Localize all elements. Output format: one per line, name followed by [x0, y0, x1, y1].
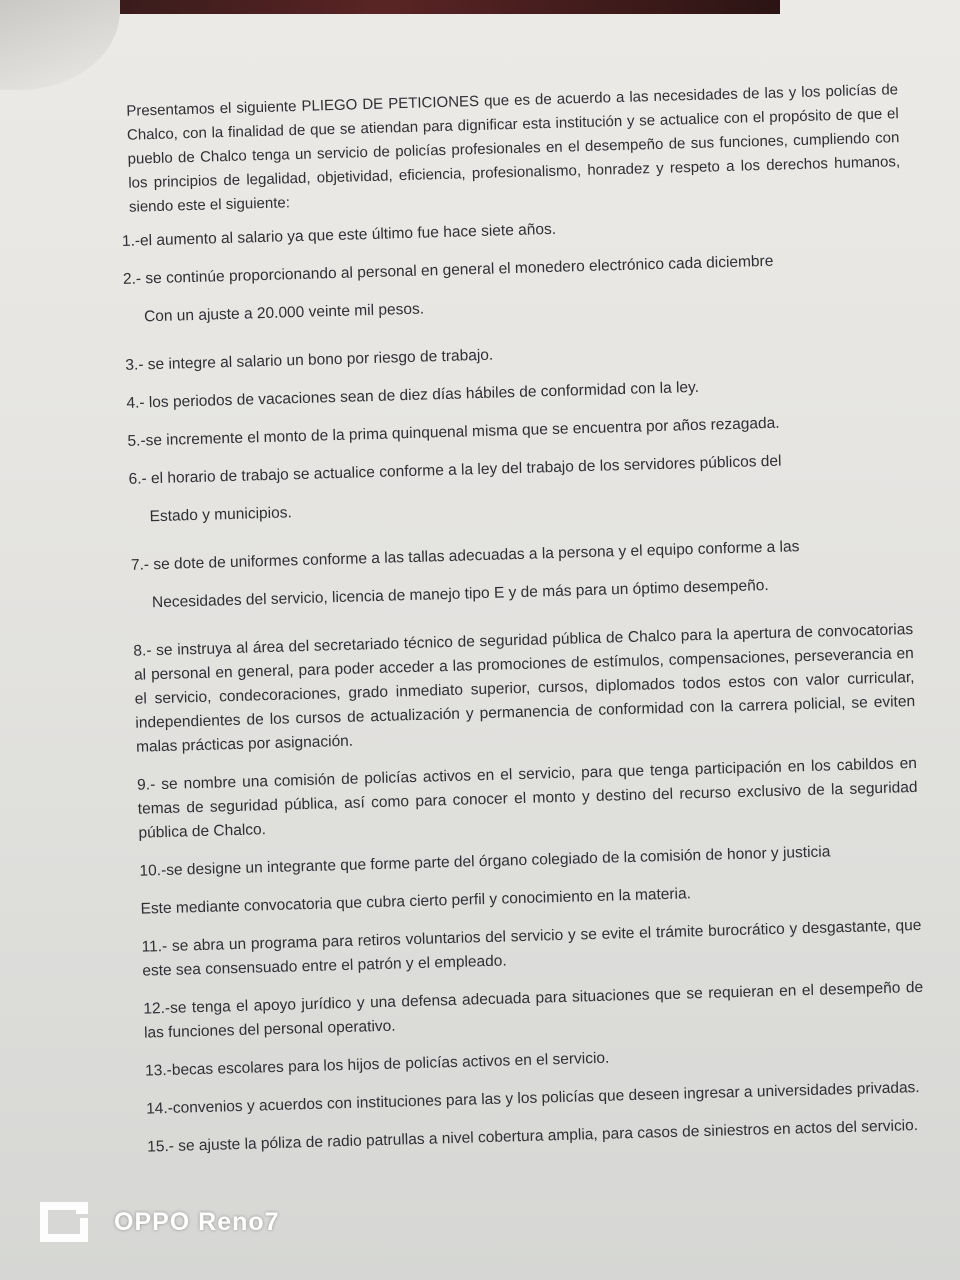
petition-item-7: 7.- se dote de uniformes conforme a las tallas adecuadas a la persona y el equipo conforme a las [130, 538, 800, 574]
petition-item-6-continuation: Estado y municipios. [149, 504, 292, 526]
petition-item-2-continuation: Con un ajuste a 20.000 veinte mil pesos. [143, 300, 425, 326]
document-body [118, 78, 928, 1174]
petition-item-5: 5.-se incremente el monto de la prima quinquenal misma que se encuentra por años rezagada. [127, 414, 780, 450]
petition-item-3: 3.- se integre al salario un bono por riesgo de trabajo. [125, 346, 494, 374]
page-fold-shadow [0, 0, 120, 90]
background-object [120, 0, 780, 14]
petition-item-11: 11.- se abra un programa para retiros voluntarios del servicio y se evite el trámite burocrático y desgastante, que este sea consensuado entre el patrón y el empleado. [141, 917, 922, 980]
petition-item-14: 14.-convenios y acuerdos con instituciones para las y los policías que deseen ingresar a universidades privadas. [145, 1079, 920, 1118]
petition-item-8: 8.- se instruya al área del secretariado técnico de seguridad pública de Chalco para la apertura de convocatorias al personal en general, para poder acceder a las promociones de estímulos, compensaciones, perseverancia en el servicio, condecoraciones, grado inmediato superior, cursos, diplomados todos estos con valor curricular, independientes de los cursos de actualización y permanencia de conformidad con la carrera policial, se eviten malas prácticas por asignación. [133, 621, 916, 756]
petition-item-13: 13.-becas escolares para los hijos de policías activos en el servicio. [144, 1050, 610, 1080]
petition-item-1: 1.-el aumento al salario ya que este último fue hace siete años. [121, 220, 557, 250]
intro-paragraph: Presentamos el siguiente PLIEGO DE PETICIONES que es de acuerdo a las necesidades de las y los policías de Chalco, con la finalidad de que se atiendan para dignificar esta institución y se actualice con el propósito de que el pueblo de Chalco tenga un servicio de policías profesionales en el desempeño de sus funciones, cumpliendo con los principios de legalidad, objetividad, eficiencia, profesionalismo, honradez y respeto a los derechos humanos, siendo este el siguiente: [126, 81, 901, 216]
petition-item-15: 15.- se ajuste la póliza de radio patrullas a nivel cobertura amplia, para casos de siniestros en actos del servicio. [147, 1117, 919, 1156]
petition-item-10-continuation: Este mediante convocatoria que cubra cierto perfil y conocimiento en la materia. [140, 885, 692, 918]
petition-item-4: 4.- los periodos de vacaciones sean de diez días hábiles de conformidad con la ley. [126, 378, 700, 412]
petition-item-6: 6.- el horario de trabajo se actualice conforme a la ley del trabajo de los servidores públicos del [128, 452, 782, 488]
petition-item-7-continuation: Necesidades del servicio, licencia de manejo tipo E y de más para un óptimo desempeño. [151, 577, 769, 612]
watermark-text: OPPO Reno7 [114, 1207, 280, 1236]
camera-watermark [36, 1198, 280, 1246]
petition-item-10: 10.-se designe un integrante que forme parte del órgano colegiado de la comisión de honor y justicia [139, 843, 831, 880]
petition-item-9: 9.- se nombre una comisión de policías activos en el servicio, para que tenga participación en los cabildos en temas de seguridad pública, así como para conocer el monto y destino del recurso exclusivo de la seguridad pública de Chalco. [136, 755, 918, 842]
camera-frame-icon [36, 1198, 92, 1246]
petition-item-12: 12.-se tenga el apoyo jurídico y una defensa adecuada para situaciones que se requieran en el desempeño de las funciones del personal operativo. [143, 979, 924, 1042]
petition-item-2: 2.- se continúe proporcionando al personal en general el monedero electrónico cada diciembre [122, 252, 774, 288]
